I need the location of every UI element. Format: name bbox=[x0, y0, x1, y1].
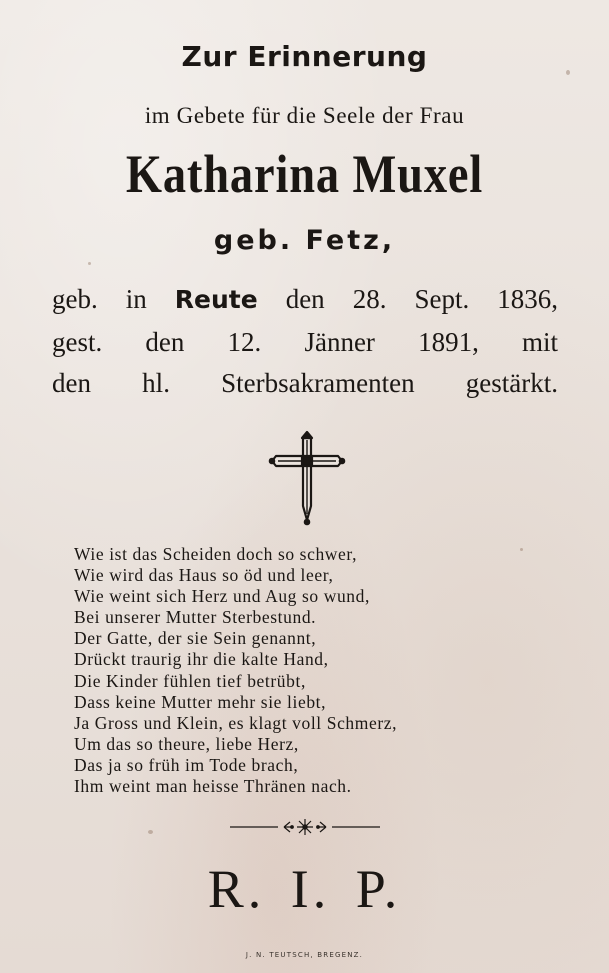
poem-line: Das ja so früh im Tode brach, bbox=[74, 754, 299, 775]
deceased-name: Katharina Muxel bbox=[125, 144, 484, 204]
birth-date: den 28. Sept. 1836, bbox=[285, 284, 558, 314]
sacrament-line: den hl. Sterbsakramenten gestärkt. bbox=[52, 368, 558, 398]
birth-place: Reute bbox=[174, 285, 258, 314]
paper-speck bbox=[520, 548, 523, 551]
poem-line: Bei unserer Mutter Sterbestund. bbox=[74, 607, 317, 628]
paper-speck bbox=[148, 830, 153, 834]
poem-line: Um das so theure, liebe Herz, bbox=[74, 733, 299, 754]
poem-line: Wie weint sich Herz und Aug so wund, bbox=[74, 586, 370, 607]
poem-line: Die Kinder fühlen tief betrübt, bbox=[74, 670, 306, 691]
rip-inscription: R. I. P. bbox=[207, 859, 402, 919]
death-line: gest. den 12. Jänner 1891, mit bbox=[52, 327, 558, 357]
poem-line: Wie ist das Scheiden doch so schwer, bbox=[74, 544, 358, 564]
birth-line bbox=[52, 284, 558, 315]
poem-line: Drückt traurig ihr die kalte Hand, bbox=[74, 649, 329, 670]
paper-speck bbox=[566, 70, 570, 75]
poem-line: Der Gatte, der sie Sein genannt, bbox=[74, 628, 317, 649]
maiden-name: geb. Fetz, bbox=[213, 225, 396, 256]
poem-line: Dass keine Mutter mehr sie liebt, bbox=[74, 691, 327, 712]
floral-divider-icon bbox=[228, 816, 382, 838]
ornate-cross-icon bbox=[268, 430, 346, 530]
paper-speck bbox=[88, 262, 91, 265]
birth-prefix: geb. in bbox=[52, 284, 147, 314]
poem-line: Ihm weint man heisse Thränen nach. bbox=[74, 776, 352, 797]
poem-line: Ja Gross und Klein, es klagt voll Schmerz, bbox=[74, 712, 398, 733]
subheading: im Gebete für die Seele der Frau bbox=[144, 103, 465, 128]
poem bbox=[74, 544, 554, 797]
poem-line: Wie wird das Haus so öd und leer, bbox=[74, 565, 334, 586]
heading: Zur Erinnerung bbox=[181, 40, 428, 73]
printer-imprint: J. N. TEUTSCH, BREGENZ. bbox=[245, 951, 364, 959]
